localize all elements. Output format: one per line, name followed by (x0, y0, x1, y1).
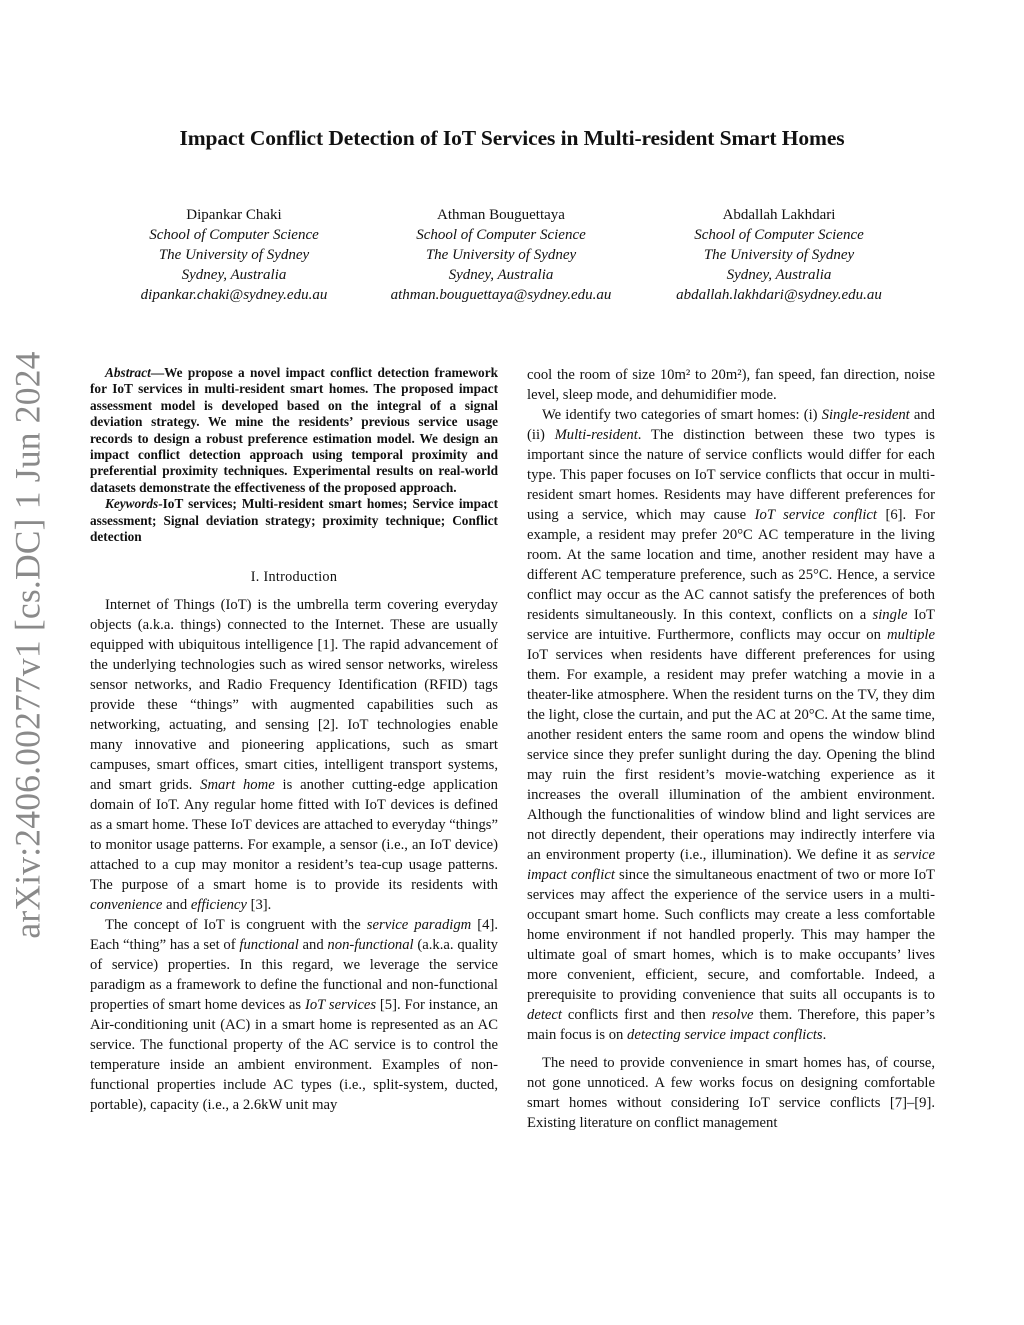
emphasis: detect (527, 1007, 562, 1023)
text-run: IoT services when residents have different preferences for using them. For example, a resident may prefer watching a movie in a theater-like atmosphere. When the resident turns on the TV, they dim the light, close the curtain, and put the AC at 20°C. At the same time, another resident enters the same room and opens the window blind service since they prefer sunlight during the day. Opening the blind may ruin the first resident’s movie-watching experience as it increases the overall illumination of the ambient environment. Although the functionalities of window blind and light services are not directly dependent, their operations may indirectly interfere via an environment property (i.e., illumination). We define it as (527, 647, 935, 863)
author-location: Sydney, Australia (726, 267, 832, 283)
author-univ: The University of Sydney (703, 247, 855, 263)
emphasis: service impact conflict (527, 847, 935, 883)
text-run: . (822, 1027, 827, 1043)
intro-paragraph-2 (90, 915, 498, 1115)
emphasis: convenience (90, 897, 163, 914)
keywords-text: -IoT services; Multi-resident smart homes; Service impact assessment; Signal deviation strategy; proximity technique; Conflict detection (90, 496, 498, 545)
text-run: conflicts first and then (561, 1007, 712, 1023)
text-run: since the simultaneous enactment of two or more IoT services may affect the experience of the service users in a multi-occupant smart home. Such conflicts may create a less comfortable home environment if not handled properly. This may hamper the ultimate goal of smart homes, which is to make occupants’ lives more convenient, efficient, secure, and comfortable. Indeed, a prerequisite to providing convenience that suits all occupants is to (527, 867, 935, 1003)
keywords-label: Keywords (105, 496, 159, 512)
text-run: [6]. For example, a resident may prefer 20°C AC temperature in the living room. At the same location and time, another resident may have a different AC temperature preference, such as 25°C. Hence, a service conflict may occur as the AC cannot satisfy the preferences of both residents simultaneously. In this context, conflicts on a (527, 507, 935, 623)
continued-paragraph: cool the room of size 10m² to 20m²), fan speed, fan direction, noise level, sleep mode, and dehumidifier mode. (527, 367, 935, 403)
author-email[interactable]: athman.bouguettaya@sydney.edu.au (390, 287, 612, 303)
author-2 (361, 205, 641, 305)
intro-paragraph-1 (90, 595, 498, 915)
emphasis: Single-resident (821, 407, 910, 423)
text-run: and (ii) (527, 407, 935, 443)
arxiv-stamp (8, 351, 48, 939)
author-univ: The University of Sydney (158, 247, 310, 263)
right-column (527, 365, 935, 1133)
text-run: and (298, 937, 328, 954)
author-dept: School of Computer Science (149, 227, 319, 243)
author-email[interactable]: abdallah.lakhdari@sydney.edu.au (676, 287, 882, 303)
emphasis: non-functional (327, 937, 414, 954)
author-email[interactable]: dipankar.chaki@sydney.edu.au (140, 287, 328, 303)
author-name: Athman Bouguettaya (437, 207, 565, 223)
abstract-label: Abstract (105, 365, 151, 380)
intro-paragraph-4: The need to provide convenience in smart homes has, of course, not gone unnoticed. A few works focus on designing comfortable smart homes without considering IoT service conflicts [7]–[9]. Existing literature on conflict management (527, 1055, 935, 1131)
emphasis: Multi-resident (554, 427, 638, 443)
emphasis: single (872, 607, 908, 623)
author-3 (639, 205, 919, 305)
text-run: [3]. (246, 897, 272, 914)
author-location: Sydney, Australia (448, 267, 554, 283)
emphasis: resolve (711, 1007, 754, 1023)
text-run: Internet of Things (IoT) is the umbrella term covering everyday objects (a.k.a. things) connected to the Internet. These are usually equipped with ubiquitous intelligence [1]. The rapid advancement of the underlying technologies such as wired sensor networks, wireless sensor networks, and Radio Frequency Identification (RFID) tags provide these “things” with augmented capabilities such as networking, actuating, and sensing [2]. IoT technologies enable many innovative and pioneering applications, such as smart campuses, smart offices, smart cities, intelligent transport systems, and smart grids. (90, 597, 498, 794)
emphasis: efficiency (190, 897, 247, 914)
emphasis: multiple (887, 627, 935, 643)
text-run: is another cutting-edge application domain of IoT. Any regular home fitted with IoT devices is defined as a smart home. These IoT devices are attached to everyday “things” to monitor usage patterns. For example, a sensor (i.e., an IoT device) attached to a cup may monitor a resident’s tea-cup usage patterns. The purpose of a smart home is to provide its residents with (90, 777, 498, 894)
text-run: We identify two categories of smart homes: (i) (542, 407, 822, 423)
text-run: and (162, 897, 191, 914)
abstract (90, 365, 498, 496)
author-location: Sydney, Australia (181, 267, 287, 283)
abstract-text: —We propose a novel impact conflict detection framework for IoT services in multi-resident smart homes. The proposed impact assessment model is developed based on the integral of a signal deviation strategy. We mine the residents’ previous service usage records to design a robust preference estimation model. We design an impact conflict detection approach using temporal proximity and preferential proximity techniques. Experimental results on real-world datasets demonstrate the effectiveness of the proposed approach. (90, 365, 498, 495)
intro-paragraph-3 (527, 405, 935, 1045)
author-name: Abdallah Lakhdari (722, 207, 836, 223)
left-column (90, 365, 498, 1115)
emphasis: functional (239, 937, 299, 954)
emphasis: IoT service conflict (754, 507, 877, 523)
text-run: IoT service are intuitive. Furthermore, conflicts may occur on (527, 607, 935, 643)
text-run: The concept of IoT is congruent with the (105, 917, 367, 934)
author-name: Dipankar Chaki (186, 207, 282, 223)
emphasis: detecting service impact conflicts (627, 1027, 823, 1043)
emphasis: Smart home (200, 777, 275, 794)
text-run: (a.k.a. quality of service) properties. In this regard, we leverage the service paradigm as a framework to define the functional and non-functional properties of smart home devices as (90, 937, 498, 1014)
author-univ: The University of Sydney (425, 247, 577, 263)
emphasis: IoT services (304, 997, 377, 1014)
author-1 (94, 205, 374, 305)
emphasis: service paradigm (366, 917, 472, 934)
author-dept: School of Computer Science (416, 227, 586, 243)
text-run: [5]. For instance, an Air-conditioning unit (AC) in a smart home is represented as an AC service. The functional property of the AC service is to control the temperature inside an ambient environment. Examples of non-functional properties include AC types (i.e., split-system, ducted, portable), capacity (i.e., a 2.6kW unit may (90, 997, 498, 1114)
text-run: them. Therefore, this paper’s main focus is on (527, 1007, 935, 1043)
text-run: . The distinction between these two types is important since the nature of service conflicts would differ for each type. This paper focuses on IoT service conflicts that occur in multi-resident smart homes. Residents may have different preferences for using a service, which may cause (527, 427, 936, 523)
section-heading: I. Introduction (250, 569, 338, 586)
author-dept: School of Computer Science (694, 227, 864, 243)
paper-title: Impact Conflict Detection of IoT Services in Multi-resident Smart Homes (179, 126, 845, 150)
arxiv-stamp-text: arXiv:2406.00277v1 [cs.DC] 1 Jun 2024 (8, 351, 48, 939)
text-run: [4]. Each “thing” has a set of (90, 917, 498, 954)
keywords (90, 496, 498, 545)
